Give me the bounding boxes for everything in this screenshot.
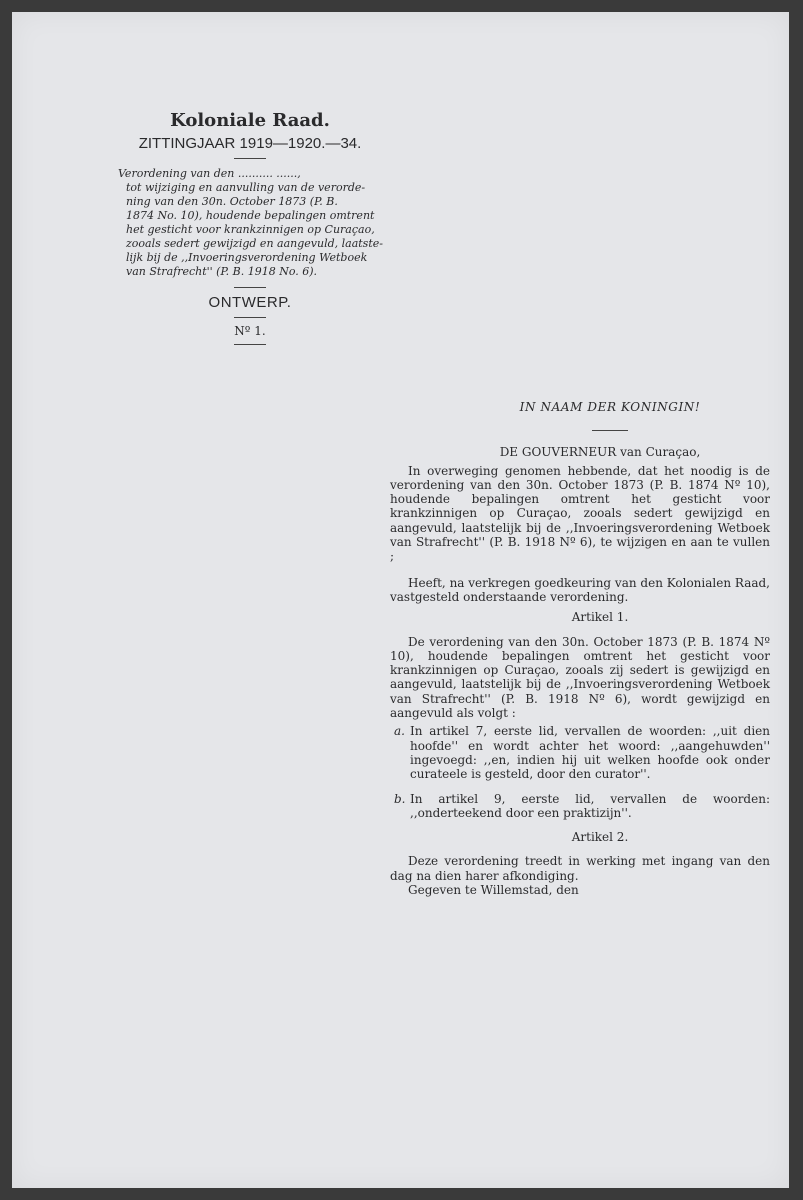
invocation: IN NAAM DER KONINGIN! — [519, 400, 701, 414]
summary-line: het gesticht voor krankzinnigen op Curaçao, — [126, 223, 375, 236]
divider — [234, 344, 266, 345]
article-2-paragraph: Deze verordening treedt in werking met ingang van den dag na dien harer afkondiging. — [390, 854, 770, 883]
summary-line: van Strafrecht'' (P. B. 1918 No. 6). — [126, 265, 318, 278]
document-page — [12, 12, 789, 1188]
item-text: In artikel 9, eerste lid, vervallen de woorden: ,,onderteekend door een praktizijn''. — [410, 791, 770, 820]
divider — [234, 317, 266, 318]
ordinance-summary — [116, 167, 384, 279]
signature-line: Gegeven te Willemstad, den — [408, 883, 579, 898]
draft-number: Nº 1. — [234, 324, 266, 338]
amendment-item-a — [390, 724, 770, 781]
summary-line: ning van den 30n. October 1873 (P. B. — [126, 195, 338, 208]
divider — [592, 430, 628, 431]
divider — [234, 287, 266, 288]
article-1-paragraph: De verordening van den 30n. October 1873 (P. B. 1874 Nº 10), houdende bepalingen omtrent het gesticht voor krankzinnigen op Curaçao, zooals zij sedert is gewijzigd en aangevuld, laatstelijk bij de ,,Invoeringsverordening Wetboek van Strafrecht'' (P. B. 1918 Nº 6), wordt gewijzigd en aangevuld als volgt : — [390, 634, 770, 721]
enactment-paragraph: Heeft, na verkregen goedkeuring van den Kolonialen Raad, vastgesteld onderstaande verordening. — [390, 575, 770, 604]
governor-heading: DE GOUVERNEUR van Curaçao, — [499, 445, 701, 460]
ordinance-text — [390, 400, 770, 897]
item-letter: a. — [394, 724, 405, 739]
article-1-title: Artikel 1. — [571, 610, 629, 625]
summary-line: lijk bij de ,,Invoeringsverordening Wetboek — [126, 251, 368, 264]
divider — [234, 158, 266, 159]
article-2-title: Artikel 2. — [571, 830, 629, 845]
summary-line: tot wijziging en aanvulling van de verorde- — [126, 181, 366, 194]
amendment-item-b — [390, 792, 770, 821]
summary-line: zooals sedert gewijzigd en aangevuld, laatste- — [126, 237, 383, 250]
summary-line: Verordening van den .......... ......, — [118, 167, 301, 180]
item-text: In artikel 7, eerste lid, vervallen de woorden: ,,uit dien hoofde'' en wordt achter het woord: ,,aangehuwden'' ingevoegd: ,,en, indien hij uit welken hoofde ook onder curateele is gesteld, door den curator''. — [410, 724, 770, 782]
draft-label: ONTWERP. — [208, 294, 292, 311]
item-letter: b. — [394, 791, 406, 806]
council-title: Koloniale Raad. — [170, 110, 330, 131]
header-block — [116, 110, 384, 351]
session-year: ZITTINGJAAR 1919—1920.—34. — [138, 135, 362, 152]
summary-line: 1874 No. 10), houdende bepalingen omtrent — [126, 209, 375, 222]
preamble-paragraph: In overweging genomen hebbende, dat het noodig is de verordening van den 30n. October 1873 (P. B. 1874 Nº 10), houdende bepalingen omtrent het gesticht voor krankzinnigen op Curaçao, zooals sedert gewijzigd en aangevuld, laatstelijk bij de ,,Invoeringsverordening Wetboek van Strafrecht'' (P. B. 1918 Nº 6), te wijzigen en aan te vullen ; — [390, 463, 770, 564]
